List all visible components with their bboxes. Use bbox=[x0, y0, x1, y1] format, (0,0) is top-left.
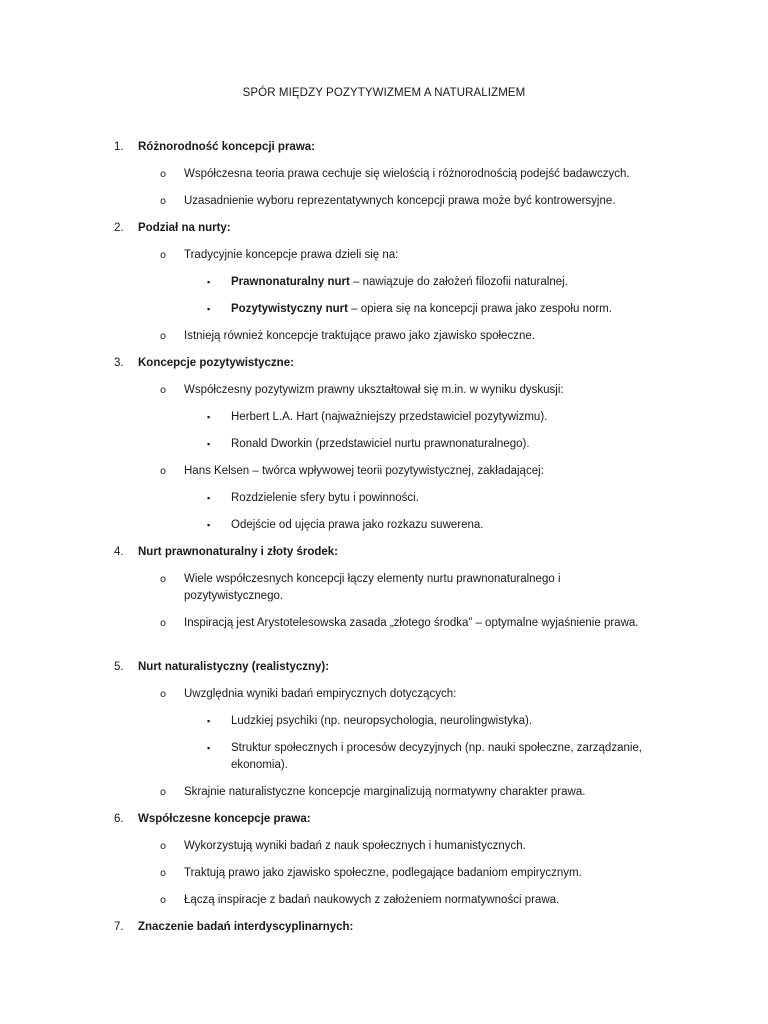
sub-item-text: – nawiązuje do założeń filozofii naturalnej. bbox=[349, 276, 568, 288]
bullet-marker: o bbox=[160, 574, 167, 585]
bullet-marker: o bbox=[160, 787, 167, 798]
sub-list-item: Rozdzielenie sfery bytu i powinności. bbox=[231, 492, 419, 504]
section-heading: Koncepcje pozytywistyczne: bbox=[138, 357, 294, 369]
sub-list-item: Odejście od ujęcia prawa jako rozkazu suwerena. bbox=[231, 519, 484, 531]
section-number: 2. bbox=[114, 222, 124, 234]
section-number: 1. bbox=[114, 141, 124, 153]
section-number: 3. bbox=[114, 357, 124, 369]
sub-list-item: Herbert L.A. Hart (najważniejszy przedstawiciel pozytywizmu). bbox=[231, 411, 548, 423]
square-bullet-marker: ▪ bbox=[207, 439, 211, 449]
square-bullet-marker: ▪ bbox=[207, 520, 211, 530]
section-number: 7. bbox=[114, 921, 124, 933]
section-heading: Współczesne koncepcje prawa: bbox=[138, 813, 311, 825]
list-item: Traktują prawo jako zjawisko społeczne, podlegające badaniom empirycznym. bbox=[184, 867, 582, 879]
list-item: Wiele współczesnych koncepcji łączy elementy nurtu prawnonaturalnego i pozytywistycznego. bbox=[184, 573, 561, 602]
list-item: Współczesna teoria prawa cechuje się wielością i różnorodnością podejść badawczych. bbox=[184, 168, 630, 180]
sub-list-item: Ludzkiej psychiki (np. neuropsychologia, neurolingwistyka). bbox=[231, 715, 533, 727]
bullet-marker: o bbox=[160, 331, 167, 342]
list-item: Współczesny pozytywizm prawny ukształtował się m.in. w wyniku dyskusji: bbox=[184, 384, 564, 396]
square-bullet-marker: ▪ bbox=[207, 493, 211, 503]
bullet-marker: o bbox=[160, 868, 167, 879]
list-item: Inspiracją jest Arystotelesowska zasada „złotego środka” – optymalne wyjaśnienie prawa. bbox=[184, 617, 639, 629]
list-item: Hans Kelsen – twórca wpływowej teorii pozytywistycznej, zakładającej: bbox=[184, 465, 544, 477]
list-item: Tradycyjnie koncepcje prawa dzieli się na: bbox=[184, 249, 399, 261]
sub-list-item bbox=[231, 301, 681, 318]
bullet-marker: o bbox=[160, 466, 167, 477]
section-number: 4. bbox=[114, 546, 124, 558]
bullet-marker: o bbox=[160, 169, 167, 180]
list-item: Uwzględnia wyniki badań empirycznych dotyczących: bbox=[184, 688, 457, 700]
square-bullet-marker: ▪ bbox=[207, 743, 211, 753]
sub-item-bold: Prawnonaturalny nurt bbox=[231, 276, 350, 288]
square-bullet-marker: ▪ bbox=[207, 716, 211, 726]
section-heading: Nurt prawnonaturalny i złoty środek: bbox=[138, 546, 338, 558]
bullet-marker: o bbox=[160, 196, 167, 207]
sub-item-bold: Pozytywistyczny nurt bbox=[231, 303, 348, 315]
list-item: Skrajnie naturalistyczne koncepcje marginalizują normatywny charakter prawa. bbox=[184, 786, 586, 798]
section-heading: Różnorodność koncepcji prawa: bbox=[138, 141, 315, 153]
section-heading: Znaczenie badań interdyscyplinarnych: bbox=[138, 921, 354, 933]
sub-list-item: Ronald Dworkin (przedstawiciel nurtu prawnonaturalnego). bbox=[231, 438, 530, 450]
section-number: 5. bbox=[114, 661, 124, 673]
bullet-marker: o bbox=[160, 250, 167, 261]
document-title: SPÓR MIĘDZY POZYTYWIZMEM A NATURALIZMEM bbox=[242, 87, 526, 99]
list-item: Uzasadnienie wyboru reprezentatywnych koncepcji prawa może być kontrowersyjne. bbox=[184, 195, 616, 207]
bullet-marker: o bbox=[160, 895, 167, 906]
bullet-marker: o bbox=[160, 618, 167, 629]
square-bullet-marker: ▪ bbox=[207, 277, 211, 287]
section-heading: Nurt naturalistyczny (realistyczny): bbox=[138, 661, 330, 673]
list-item: Istnieją również koncepcje traktujące prawo jako zjawisko społeczne. bbox=[184, 330, 535, 342]
list-item: Wykorzystują wyniki badań z nauk społecznych i humanistycznych. bbox=[184, 840, 526, 852]
sub-item-text: – opiera się na koncepcji prawa jako zespołu norm. bbox=[347, 303, 612, 315]
square-bullet-marker: ▪ bbox=[207, 412, 211, 422]
square-bullet-marker: ▪ bbox=[207, 304, 211, 314]
bullet-marker: o bbox=[160, 841, 167, 852]
bullet-marker: o bbox=[160, 689, 167, 700]
section-heading: Podział na nurty: bbox=[138, 222, 231, 234]
bullet-marker: o bbox=[160, 385, 167, 396]
sub-list-item bbox=[231, 274, 681, 291]
sub-list-item: Struktur społecznych i procesów decyzyjnych (np. nauki społeczne, zarządzanie, ekonomia). bbox=[231, 742, 643, 771]
section-number: 6. bbox=[114, 813, 124, 825]
list-item: Łączą inspiracje z badań naukowych z założeniem normatywności prawa. bbox=[184, 894, 560, 906]
